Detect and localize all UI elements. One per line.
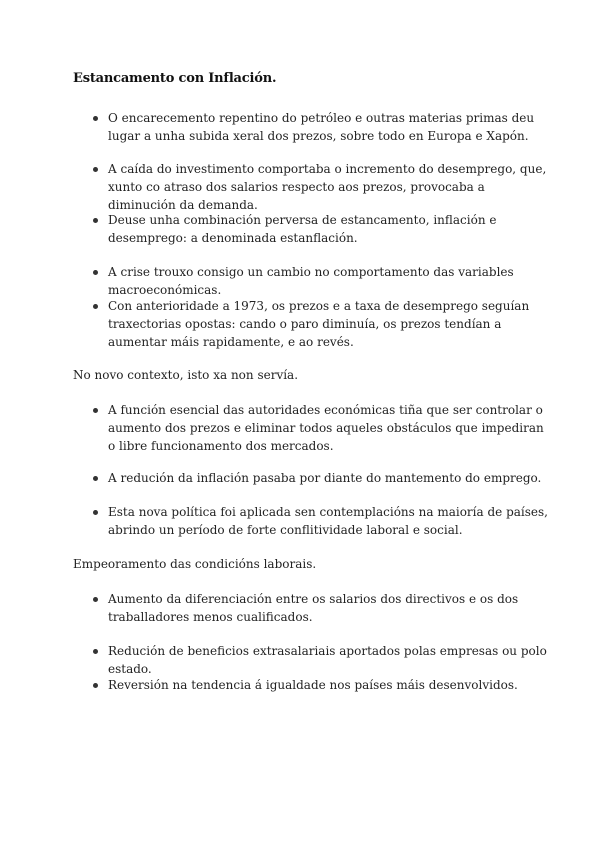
list-item <box>108 211 548 247</box>
bullet-icon <box>93 649 98 654</box>
bullet-icon <box>93 597 98 602</box>
list-item-text: A redución da inflación pasaba por diante do mantemento do emprego. <box>108 471 542 485</box>
list-item <box>108 263 548 299</box>
list-item-text: A caída do investimento comportaba o incremento do desemprego, que, xunto co atraso dos salarios respecto aos prezos, provocaba a diminución da demanda. <box>108 162 547 212</box>
list-item-text: Con anterioridade a 1973, os prezos e a taxa de desemprego seguían traxectorias opostas: cando o paro diminuía, os prezos tendían a aumentar máis rapidamente, e ao revés. <box>108 299 530 349</box>
bullet-icon <box>93 408 98 413</box>
list-item <box>108 401 548 455</box>
list-item <box>108 590 548 626</box>
bullet-icon <box>93 218 98 223</box>
page-title: Estancamento con Inflación. <box>73 71 277 86</box>
list-item-text: A crise trouxo consigo un cambio no comportamento das variables macroeconómicas. <box>108 265 514 297</box>
bullet-icon <box>93 683 98 688</box>
list-item <box>108 297 548 351</box>
list-item-text: Esta nova política foi aplicada sen contemplacións na maioría de países, abrindo un período de forte conflitividade laboral e social. <box>108 505 548 537</box>
list-item <box>108 642 548 678</box>
list-item <box>108 676 548 694</box>
section-3-intro: Empeoramento das condicións laborais. <box>73 557 317 571</box>
bullet-icon <box>93 116 98 121</box>
list-item <box>108 109 548 145</box>
list-item-text: Redución de beneficios extrasalariais aportados polas empresas ou polo estado. <box>108 644 547 676</box>
bullet-icon <box>93 476 98 481</box>
section-2-intro: No novo contexto, isto xa non servía. <box>73 368 299 382</box>
bullet-icon <box>93 270 98 275</box>
bullet-icon <box>93 510 98 515</box>
list-item-text: A función esencial das autoridades económicas tiña que ser controlar o aumento dos prezos e eliminar todos aqueles obstáculos que impediran o libre funcionamento dos mercados. <box>108 403 544 453</box>
list-item-text: Aumento da diferenciación entre os salarios dos directivos e os dos traballadores menos cualificados. <box>108 592 519 624</box>
list-item <box>108 160 548 214</box>
list-item-text: Deuse unha combinación perversa de estancamento, inflación e desemprego: a denominada estanflación. <box>108 213 497 245</box>
bullet-icon <box>93 167 98 172</box>
list-item-text: O encarecemento repentino do petróleo e outras materias primas deu lugar a unha subida xeral dos prezos, sobre todo en Europa e Xapón. <box>108 111 535 143</box>
bullet-icon <box>93 304 98 309</box>
list-item <box>108 503 548 539</box>
list-item-text: Reversión na tendencia á igualdade nos países máis desenvolvidos. <box>108 678 518 692</box>
list-item <box>108 469 548 487</box>
